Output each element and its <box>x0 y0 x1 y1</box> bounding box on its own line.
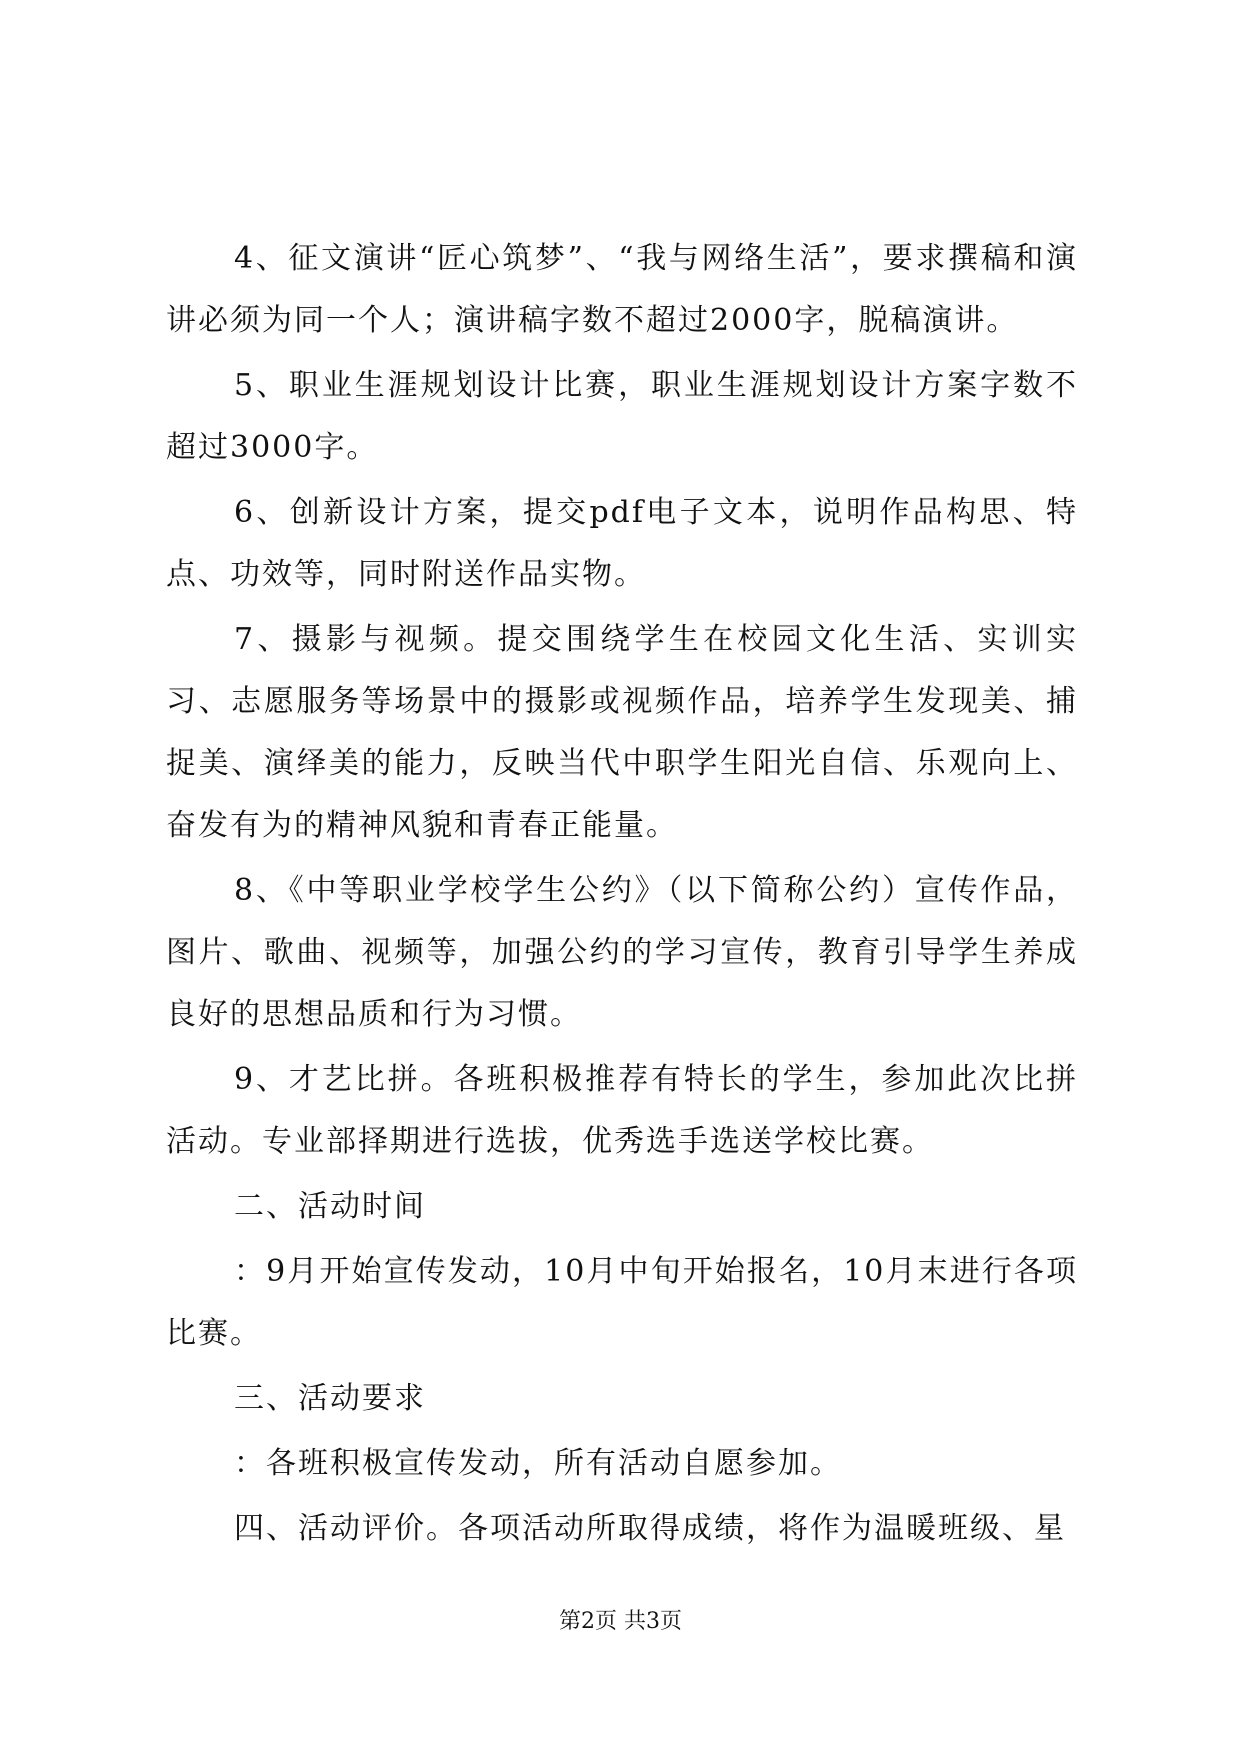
section-heading-activity-requirements: 三、活动要求 <box>234 1381 426 1416</box>
paragraph-activity-time: ：9月开始宣传发动，10月中旬开始报名，10月末进行各项比赛。 <box>166 1254 1078 1351</box>
paragraph-item-6-innovation-design: 6、创新设计方案，提交pdf电子文本，说明作品构思、特点、功效等，同时附送作品实物。 <box>166 495 1078 592</box>
paragraph-item-4-essay-speech: 4、征文演讲“匠心筑梦”、“我与网络生活”，要求撰稿和演讲必须为同一个人；演讲稿字数不超过2000字，脱稿演讲。 <box>166 241 1078 338</box>
paragraph-item-9-talent-contest: 9、才艺比拼。各班积极推荐有特长的学生，参加此次比拼活动。专业部择期进行选拔，优秀选手选送学校比赛。 <box>166 1062 1078 1159</box>
document-body <box>166 228 1078 1563</box>
paragraph-activity-evaluation: 四、活动评价。各项活动所取得成绩，将作为温暖班级、星 <box>234 1511 1066 1546</box>
paragraph-item-5-career-planning: 5、职业生涯规划设计比赛，职业生涯规划设计方案字数不超过3000字。 <box>166 368 1078 465</box>
paragraph-item-7-photo-video: 7、摄影与视频。提交围绕学生在校园文化生活、实训实习、志愿服务等场景中的摄影或视频作品，培养学生发现美、捕捉美、演绎美的能力，反映当代中职学生阳光自信、乐观向上、奋发有为的精神风貌和青春正能量。 <box>166 622 1078 843</box>
paragraph-activity-requirements: ：各班积极宣传发动，所有活动自愿参加。 <box>234 1446 842 1481</box>
paragraph-item-8-student-convention: 8、《中等职业学校学生公约》（以下简称公约）宣传作品，图片、歌曲、视频等，加强公约的学习宣传，教育引导学生养成良好的思想品质和行为习惯。 <box>166 873 1078 1032</box>
section-heading-activity-time: 二、活动时间 <box>234 1189 426 1224</box>
page-footer: 第2页 共3页 <box>559 1609 682 1634</box>
